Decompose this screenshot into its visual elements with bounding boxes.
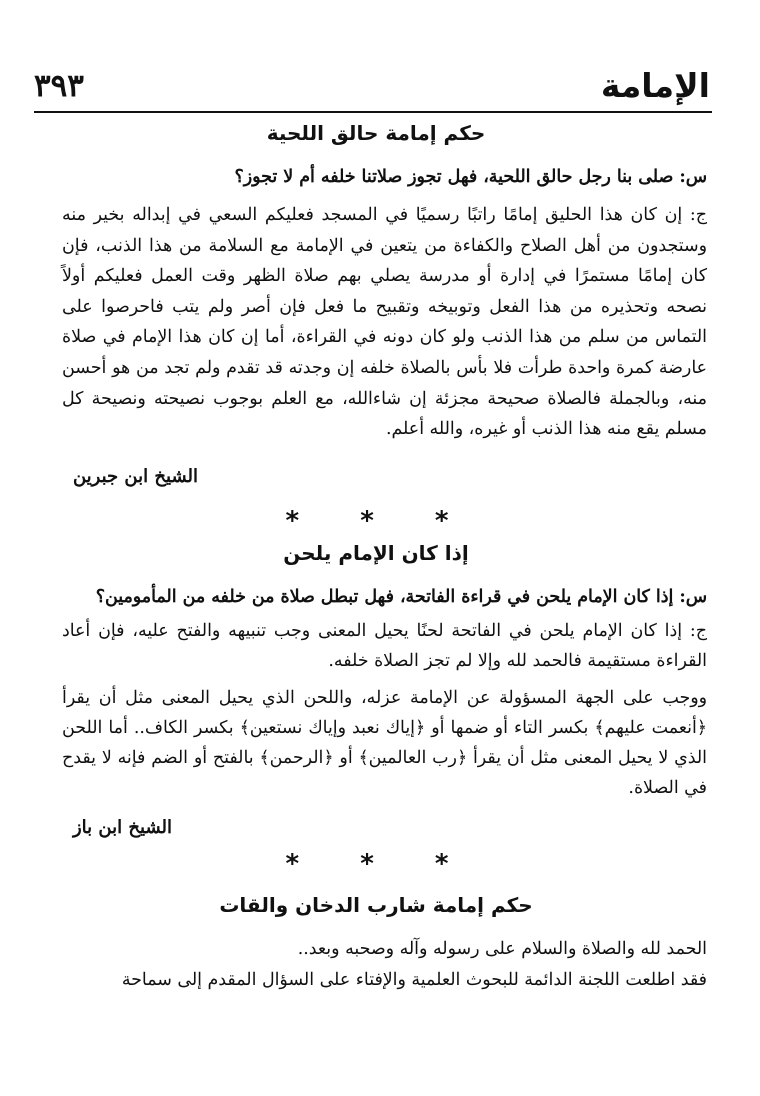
running-header (34, 62, 710, 105)
question-2: س: إذا كان الإمام يلحن في قراءة الفاتحة، فهل تبطل صلاة من خلفه من المأمومين؟ (95, 587, 707, 607)
section-title-3: حكم إمامة شارب الدخان والقات (219, 893, 533, 917)
header-rule (34, 111, 712, 113)
running-title: الإمامة (600, 66, 710, 105)
page-number: ٣٩٣ (34, 68, 84, 104)
separator-1: * * * (285, 506, 475, 536)
paragraph-3-line-1: الحمد لله والصلاة والسلام على رسوله وآله وصحبه وبعد.. (297, 939, 707, 959)
signature-2: الشيخ ابن باز (72, 817, 172, 838)
section-title-2: إذا كان الإمام يلحن (283, 541, 469, 565)
answer-2: ج: إذا كان الإمام يلحن في الفاتحة لحنًا يحيل المعنى وجب تنبيهه والفتح عليه، فإن أعاد القراءة مستقيمة فالحمد لله وإلا لم تجز الصلاة خلفه. (62, 621, 707, 671)
answer-2-continued: ووجب على الجهة المسؤولة عن الإمامة عزله، واللحن الذي يحيل المعنى مثل أن يقرأ ﴿أنعمت عليهم﴾ بكسر التاء أو ضمها أو ﴿إياك نعبد وإياك نستعين﴾ بكسر الكاف.. أما اللحن الذي لا يحيل المعنى مثل أن يقرأ ﴿رب العالمين﴾ أو ﴿الرحمن﴾ بالفتح أو الضم فإنه لا يقدح في الصلاة. (62, 688, 707, 798)
paragraph-3-line-2: فقد اطلعت اللجنة الدائمة للبحوث العلمية والإفتاء على السؤال المقدم إلى سماحة (121, 970, 707, 990)
question-1: س: صلى بنا رجل حالق اللحية، فهل تجوز صلاتنا خلفه أم لا تجوز؟ (234, 167, 707, 187)
separator-2: * * * (285, 849, 475, 879)
signature-1: الشيخ ابن جبرين (72, 466, 198, 487)
answer-1: ج: إن كان هذا الحليق إمامًا راتبًا رسميًا في المسجد فعليكم السعي في إبداله بخير منه وستجدون من أهل الصلاح والكفاءة من يتعين في الإمامة مع السلامة من هذا الذنب، فإن كان إمامًا مستمرًا في إدارة أو مدرسة يصلي بهم صلاة الظهر وقت العمل فعليكم أولاً نصحه وتحذيره من هذا الفعل وتوبيخه وتقبيح ما فعل فإن أصر ولم يتب فاحرصوا على التماس من سلم من هذا الذنب ولو كان دونه في القراءة، أما إن كان هذا الإمام في صلاة عارضة كمرة واحدة طرأت فلا بأس بالصلاة خلفه إن وجدته قد تقدم ولم تجد من هو أحسن منه، وبالجملة فالصلاة صحيحة مجزئة إن شاءالله، مع العلم بوجوب نصيحته ونصيحة كل مسلم يقع منه هذا الذنب أو غيره، والله أعلم. (62, 205, 707, 440)
section-title-1: حكم إمامة حالق اللحية (266, 121, 486, 145)
